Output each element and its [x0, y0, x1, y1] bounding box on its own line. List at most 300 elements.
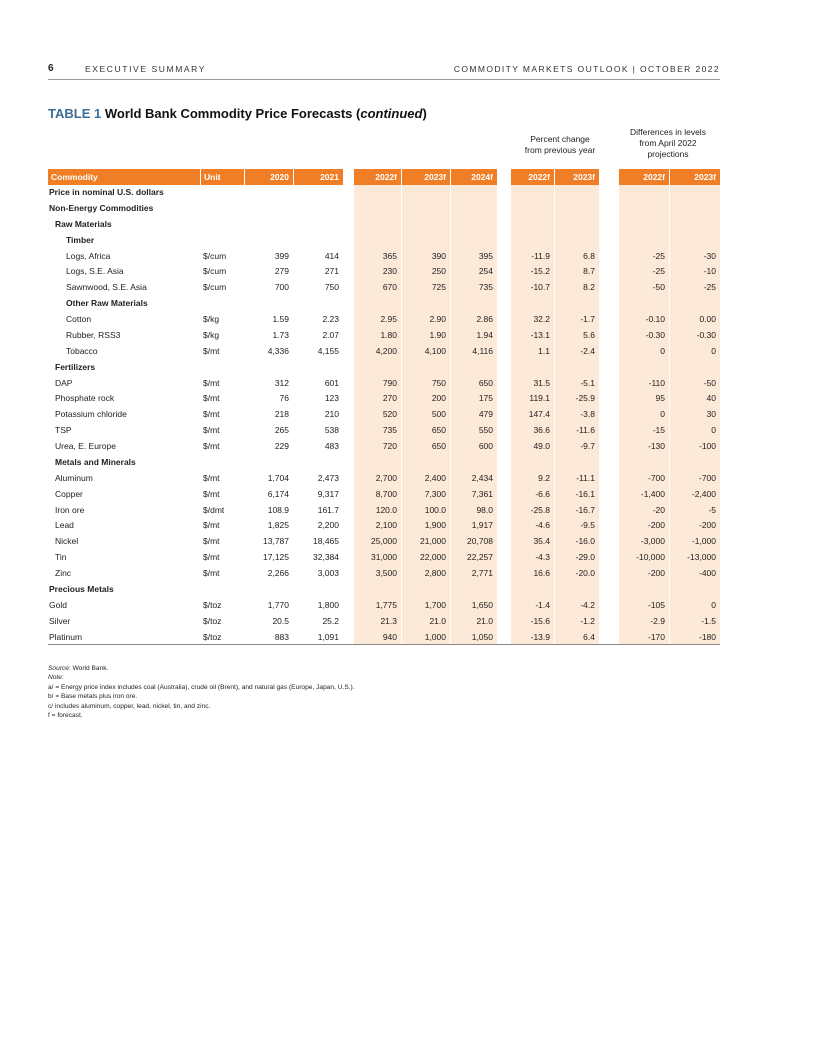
- value-cell: -1,400: [640, 488, 665, 499]
- note-line: b/ = Base metals plus iron ore.: [48, 693, 138, 701]
- table-title-close: ): [422, 106, 427, 121]
- value-cell: 750: [324, 282, 339, 293]
- commodity-name: Zinc: [55, 568, 72, 578]
- value-cell: 4,336: [267, 345, 289, 356]
- unit-cell: $/mt: [203, 552, 220, 563]
- value-cell: -200: [698, 520, 716, 531]
- value-cell: 161.7: [317, 504, 339, 515]
- column-header: 2024f: [451, 169, 497, 185]
- value-cell: 218: [274, 409, 289, 420]
- source-label: Source: [48, 665, 69, 672]
- commodity-name: Logs, S.E. Asia: [66, 266, 124, 277]
- unit-cell: $/cum: [203, 266, 227, 277]
- value-cell: 650: [431, 425, 446, 436]
- value-cell: 1.59: [272, 314, 289, 324]
- value-cell: -5.1: [580, 377, 595, 388]
- note-label: Note: [48, 674, 62, 682]
- value-cell: -4.3: [535, 552, 550, 563]
- value-cell: -200: [647, 520, 665, 531]
- value-cell: 2,771: [471, 568, 493, 578]
- commodity-name: Platinum: [49, 631, 83, 642]
- source-note: [48, 664, 355, 673]
- value-cell: 750: [431, 377, 446, 388]
- unit-cell: $/mt: [203, 520, 220, 531]
- table-row: [48, 598, 720, 614]
- value-cell: 2.90: [429, 314, 446, 324]
- value-cell: 20.5: [272, 615, 289, 626]
- value-cell: 95: [655, 393, 665, 404]
- value-cell: -4.6: [535, 520, 550, 531]
- value-cell: 365: [382, 250, 397, 261]
- table-category-row: [48, 185, 720, 201]
- value-cell: 390: [431, 250, 446, 261]
- unit-cell: $/kg: [203, 329, 220, 340]
- value-cell: 700: [274, 282, 289, 293]
- table-row: [48, 471, 720, 487]
- value-cell: 76: [279, 393, 289, 404]
- commodity-name: Aluminum: [55, 472, 93, 483]
- value-cell: -170: [647, 631, 665, 642]
- value-cell: 13,787: [263, 536, 289, 547]
- value-cell: 395: [478, 250, 493, 261]
- value-cell: 210: [324, 409, 339, 420]
- table-category-row: [48, 582, 720, 598]
- value-cell: 1,900: [424, 520, 446, 531]
- column-header: 2023f: [402, 169, 450, 185]
- value-cell: -1.7: [580, 314, 595, 324]
- value-cell: 650: [478, 377, 493, 388]
- table-row: [48, 407, 720, 423]
- table-row: [48, 376, 720, 392]
- value-cell: 32,384: [313, 552, 339, 563]
- value-cell: 22,000: [420, 552, 446, 563]
- value-cell: 32.2: [533, 314, 550, 324]
- value-cell: 1,704: [267, 472, 289, 483]
- value-cell: 230: [382, 266, 397, 277]
- commodity-name: Other Raw Materials: [66, 298, 148, 309]
- unit-cell: $/mt: [203, 441, 220, 451]
- page-number: 6: [48, 63, 54, 74]
- value-cell: -13,000: [687, 552, 716, 563]
- unit-cell: $/mt: [203, 568, 220, 578]
- value-cell: 21.0: [476, 615, 493, 626]
- value-cell: 790: [382, 377, 397, 388]
- value-cell: 312: [274, 377, 289, 388]
- value-cell: 0: [660, 345, 665, 356]
- table-row: [48, 264, 720, 280]
- value-cell: 40: [706, 393, 716, 404]
- value-cell: 2,266: [267, 568, 289, 578]
- value-cell: -0.30: [645, 329, 665, 340]
- running-title: COMMODITY MARKETS OUTLOOK | OCTOBER 2022: [453, 64, 720, 74]
- value-cell: 9.2: [538, 472, 550, 483]
- table-title: [48, 106, 427, 121]
- value-cell: 5.6: [583, 329, 595, 340]
- value-cell: -10,000: [636, 552, 665, 563]
- commodity-name: Urea, E. Europe: [55, 441, 116, 451]
- value-cell: -100: [698, 441, 716, 451]
- value-cell: 175: [478, 393, 493, 404]
- value-cell: -110: [648, 377, 665, 388]
- value-cell: 8,700: [375, 488, 397, 499]
- value-cell: -180: [698, 631, 716, 642]
- value-cell: -700: [647, 472, 665, 483]
- unit-cell: $/cum: [203, 282, 227, 293]
- value-cell: 4,116: [472, 345, 493, 356]
- value-cell: 31.5: [533, 377, 550, 388]
- value-cell: 1,000: [424, 631, 446, 642]
- table-category-row: [48, 296, 720, 312]
- value-cell: 1,650: [471, 599, 493, 610]
- value-cell: 600: [478, 441, 493, 451]
- value-cell: 250: [431, 266, 446, 277]
- table-category-row: [48, 360, 720, 376]
- unit-cell: $/mt: [203, 393, 220, 404]
- column-header: Commodity: [48, 169, 200, 185]
- value-cell: 49.0: [533, 441, 550, 451]
- value-cell: -105: [647, 599, 665, 610]
- commodity-name: Metals and Minerals: [55, 456, 136, 467]
- value-cell: -3.8: [580, 409, 595, 420]
- value-cell: 1.90: [429, 329, 446, 340]
- value-cell: 7,361: [471, 488, 493, 499]
- table-row: [48, 280, 720, 296]
- group-header-line: from previous year: [524, 145, 596, 155]
- value-cell: 0: [711, 345, 716, 356]
- value-cell: 147.4: [528, 409, 550, 420]
- value-cell: -25.9: [575, 393, 595, 404]
- group-header-line: from April 2022: [639, 138, 697, 148]
- value-cell: 30: [706, 409, 716, 420]
- note-line: c/ includes aluminum, copper, lead, nickel, tin, and zinc.: [48, 702, 211, 710]
- value-cell: -50: [703, 377, 716, 388]
- value-cell: 2.07: [322, 329, 339, 340]
- value-cell: 601: [324, 377, 339, 388]
- value-cell: 1,050: [471, 631, 493, 642]
- value-cell: 0: [660, 409, 665, 420]
- value-cell: -3,000: [640, 536, 665, 547]
- value-cell: 36.6: [533, 425, 550, 436]
- unit-cell: $/toz: [203, 599, 222, 610]
- table-row: [48, 439, 720, 455]
- commodity-name: Price in nominal U.S. dollars: [49, 187, 164, 197]
- commodity-name: Silver: [49, 615, 71, 626]
- value-cell: 483: [324, 441, 339, 451]
- group-header-percent-change: [505, 134, 615, 156]
- value-cell: -10.7: [530, 282, 550, 293]
- group-header-line: projections: [647, 149, 689, 159]
- value-cell: 2,700: [375, 472, 397, 483]
- group-header-line: Percent change: [530, 134, 590, 144]
- value-cell: -11.6: [576, 425, 595, 436]
- value-cell: 2,434: [471, 472, 493, 483]
- table-row: [48, 566, 720, 582]
- table-title-continued: continued: [360, 106, 423, 121]
- table-notes: [48, 664, 355, 720]
- value-cell: 1.1: [538, 345, 550, 356]
- table-row: [48, 391, 720, 407]
- commodity-name: Iron ore: [55, 504, 85, 515]
- value-cell: -25: [703, 282, 716, 293]
- value-cell: 1,700: [424, 599, 446, 610]
- value-cell: 735: [382, 425, 397, 436]
- value-cell: 1.73: [272, 329, 289, 340]
- value-cell: -20: [652, 504, 665, 515]
- table-category-row: [48, 455, 720, 471]
- value-cell: 3,500: [375, 568, 397, 578]
- value-cell: 265: [274, 425, 289, 436]
- commodity-name: Potassium chloride: [55, 409, 127, 420]
- value-cell: 22,257: [467, 552, 493, 563]
- value-cell: 735: [478, 282, 493, 293]
- commodity-name: Fertilizers: [55, 361, 96, 372]
- value-cell: 16.6: [533, 568, 550, 578]
- value-cell: 1,917: [471, 520, 493, 531]
- value-cell: 9,317: [317, 488, 339, 499]
- value-cell: 720: [382, 441, 397, 451]
- commodity-name: Lead: [55, 520, 74, 531]
- value-cell: -4.2: [580, 599, 595, 610]
- value-cell: -9.5: [580, 520, 595, 531]
- value-cell: 8.7: [583, 266, 595, 277]
- unit-cell: $/kg: [203, 314, 220, 324]
- value-cell: 2.86: [476, 314, 493, 324]
- value-cell: -1.4: [535, 599, 550, 610]
- value-cell: -0.10: [645, 314, 665, 324]
- commodity-name: TSP: [55, 425, 72, 436]
- value-cell: 31,000: [371, 552, 397, 563]
- table-bottom-rule: [48, 644, 720, 645]
- commodity-name: Raw Materials: [55, 218, 112, 229]
- value-cell: 940: [382, 631, 397, 642]
- value-cell: 6.4: [583, 631, 595, 642]
- commodity-name: DAP: [55, 377, 73, 388]
- value-cell: 4,100: [424, 345, 446, 356]
- value-cell: 399: [274, 250, 289, 261]
- value-cell: 20,708: [467, 536, 493, 547]
- table-row: [48, 503, 720, 519]
- table-body: [48, 185, 720, 645]
- value-cell: 520: [382, 409, 397, 420]
- value-cell: 538: [324, 425, 339, 436]
- column-header: 2021: [294, 169, 343, 185]
- value-cell: 883: [274, 631, 289, 642]
- unit-cell: $/toz: [203, 615, 222, 626]
- value-cell: -1.2: [580, 615, 595, 626]
- commodity-name: Timber: [66, 234, 95, 245]
- value-cell: -130: [647, 441, 665, 451]
- commodity-name: Tin: [55, 552, 67, 563]
- commodity-name: Sawnwood, S.E. Asia: [66, 282, 147, 293]
- value-cell: -400: [698, 568, 716, 578]
- value-cell: 229: [274, 441, 289, 451]
- value-cell: -20.0: [575, 568, 595, 578]
- unit-cell: $/toz: [203, 631, 222, 642]
- value-cell: -15.6: [530, 615, 550, 626]
- note-colon: :: [61, 674, 64, 682]
- unit-cell: $/mt: [203, 409, 220, 420]
- value-cell: 725: [431, 282, 446, 293]
- value-cell: 3,003: [317, 568, 339, 578]
- table-category-row: [48, 233, 720, 249]
- table-row: [48, 487, 720, 503]
- value-cell: 25.2: [322, 615, 339, 626]
- value-cell: 2.95: [380, 314, 397, 324]
- section-title: EXECUTIVE SUMMARY: [85, 64, 207, 74]
- value-cell: 479: [478, 409, 493, 420]
- unit-cell: $/mt: [203, 377, 220, 388]
- value-cell: 6.8: [583, 250, 595, 261]
- commodity-name: Non-Energy Commodities: [49, 202, 154, 213]
- value-cell: 2,800: [424, 568, 446, 578]
- value-cell: -5: [708, 504, 716, 515]
- commodity-name: Tobacco: [66, 345, 98, 356]
- column-header: 2022f: [511, 169, 554, 185]
- value-cell: -0.30: [696, 329, 716, 340]
- value-cell: -2,400: [691, 488, 716, 499]
- value-cell: -11.1: [576, 472, 595, 483]
- value-cell: 123: [324, 393, 339, 404]
- value-cell: -1.5: [701, 615, 716, 626]
- column-header: 2023f: [670, 169, 720, 185]
- commodity-name: Cotton: [66, 314, 92, 324]
- commodity-name: Logs, Africa: [66, 250, 111, 261]
- value-cell: 8.2: [583, 282, 595, 293]
- column-header: Unit: [201, 169, 244, 185]
- value-cell: 271: [324, 266, 339, 277]
- value-cell: 4,155: [317, 345, 339, 356]
- value-cell: 0: [711, 425, 716, 436]
- value-cell: 2,400: [424, 472, 446, 483]
- value-cell: 1,825: [267, 520, 289, 531]
- commodity-name: Precious Metals: [49, 583, 114, 594]
- column-header: 2022f: [354, 169, 401, 185]
- value-cell: -16.7: [575, 504, 595, 515]
- value-cell: -15.2: [530, 266, 550, 277]
- value-cell: -700: [698, 472, 716, 483]
- value-cell: 25,000: [371, 536, 397, 547]
- value-cell: 119.1: [529, 393, 550, 404]
- commodity-name: Nickel: [55, 536, 79, 547]
- value-cell: -13.1: [530, 329, 550, 340]
- value-cell: 120.0: [375, 504, 397, 515]
- value-cell: 108.9: [267, 504, 289, 515]
- source-text: : World Bank.: [68, 665, 109, 672]
- table-category-row: [48, 201, 720, 217]
- unit-cell: $/mt: [203, 488, 220, 499]
- value-cell: -16.0: [575, 536, 595, 547]
- value-cell: 1,091: [317, 631, 339, 642]
- note-line: a/ = Energy price index includes coal (Australia), crude oil (Brent), and natural gas (Europe, Japan, U.S.).: [48, 683, 355, 691]
- value-cell: 21.0: [429, 615, 446, 626]
- value-cell: 2,473: [317, 472, 339, 483]
- value-cell: 21.3: [380, 615, 397, 626]
- table-row: [48, 249, 720, 265]
- table-row: [48, 312, 720, 328]
- commodity-name: Gold: [49, 599, 67, 610]
- column-header: 2023f: [555, 169, 599, 185]
- value-cell: 2,100: [375, 520, 397, 531]
- value-cell: -2.4: [580, 345, 595, 356]
- value-cell: 1,775: [375, 599, 397, 610]
- unit-cell: $/mt: [203, 472, 220, 483]
- table-title-text: World Bank Commodity Price Forecasts (: [104, 106, 361, 121]
- commodity-name: Rubber, RSS3: [66, 329, 121, 340]
- value-cell: 21,000: [420, 536, 446, 547]
- group-header-line: Differences in levels: [630, 127, 706, 137]
- column-header: 2020: [245, 169, 293, 185]
- commodity-name: Phosphate rock: [55, 393, 115, 404]
- value-cell: -15: [652, 425, 665, 436]
- table-label: TABLE 1: [48, 106, 102, 121]
- value-cell: 2,200: [317, 520, 339, 531]
- value-cell: -25.8: [530, 504, 550, 515]
- table-row: [48, 328, 720, 344]
- value-cell: 2.23: [322, 314, 339, 324]
- value-cell: 18,465: [313, 536, 339, 547]
- value-cell: -2.9: [650, 615, 665, 626]
- value-cell: 414: [324, 250, 339, 261]
- value-cell: 650: [431, 441, 446, 451]
- value-cell: 6,174: [267, 488, 289, 499]
- value-cell: 0: [711, 599, 716, 610]
- table-row: [48, 534, 720, 550]
- value-cell: 17,125: [263, 552, 289, 563]
- value-cell: 279: [274, 266, 289, 277]
- value-cell: 270: [382, 393, 397, 404]
- commodity-name: Copper: [55, 488, 83, 499]
- table-category-row: [48, 217, 720, 233]
- note-line: f = forecast.: [48, 712, 83, 720]
- unit-cell: $/mt: [203, 345, 220, 356]
- value-cell: -50: [652, 282, 665, 293]
- value-cell: 550: [478, 425, 493, 436]
- column-header: 2022f: [619, 169, 669, 185]
- value-cell: 500: [431, 409, 446, 420]
- page-header: [48, 63, 720, 80]
- value-cell: -1,000: [691, 536, 716, 547]
- value-cell: 35.4: [533, 536, 550, 547]
- table-row: [48, 614, 720, 630]
- value-cell: 670: [382, 282, 397, 293]
- value-cell: -9.7: [580, 441, 595, 451]
- value-cell: -25: [652, 250, 665, 261]
- table-row: [48, 550, 720, 566]
- value-cell: 100.0: [424, 504, 446, 515]
- value-cell: -25: [652, 266, 665, 277]
- value-cell: -6.6: [535, 488, 550, 499]
- table-row: [48, 423, 720, 439]
- group-header-differences: [618, 127, 718, 160]
- value-cell: -13.9: [530, 631, 550, 642]
- value-cell: -10: [703, 266, 716, 277]
- table-header-row: [48, 169, 720, 185]
- value-cell: 254: [478, 266, 493, 277]
- unit-cell: $/mt: [203, 425, 220, 436]
- value-cell: 98.0: [476, 504, 493, 515]
- value-cell: -16.1: [575, 488, 595, 499]
- value-cell: -200: [647, 568, 665, 578]
- value-cell: 1,770: [267, 599, 289, 610]
- value-cell: -29.0: [575, 552, 595, 563]
- value-cell: 4,200: [375, 345, 397, 356]
- table-row: [48, 518, 720, 534]
- value-cell: 200: [431, 393, 446, 404]
- value-cell: 0.00: [699, 314, 716, 324]
- table-row: [48, 630, 720, 646]
- value-cell: 1.94: [476, 329, 493, 340]
- unit-cell: $/dmt: [203, 504, 225, 515]
